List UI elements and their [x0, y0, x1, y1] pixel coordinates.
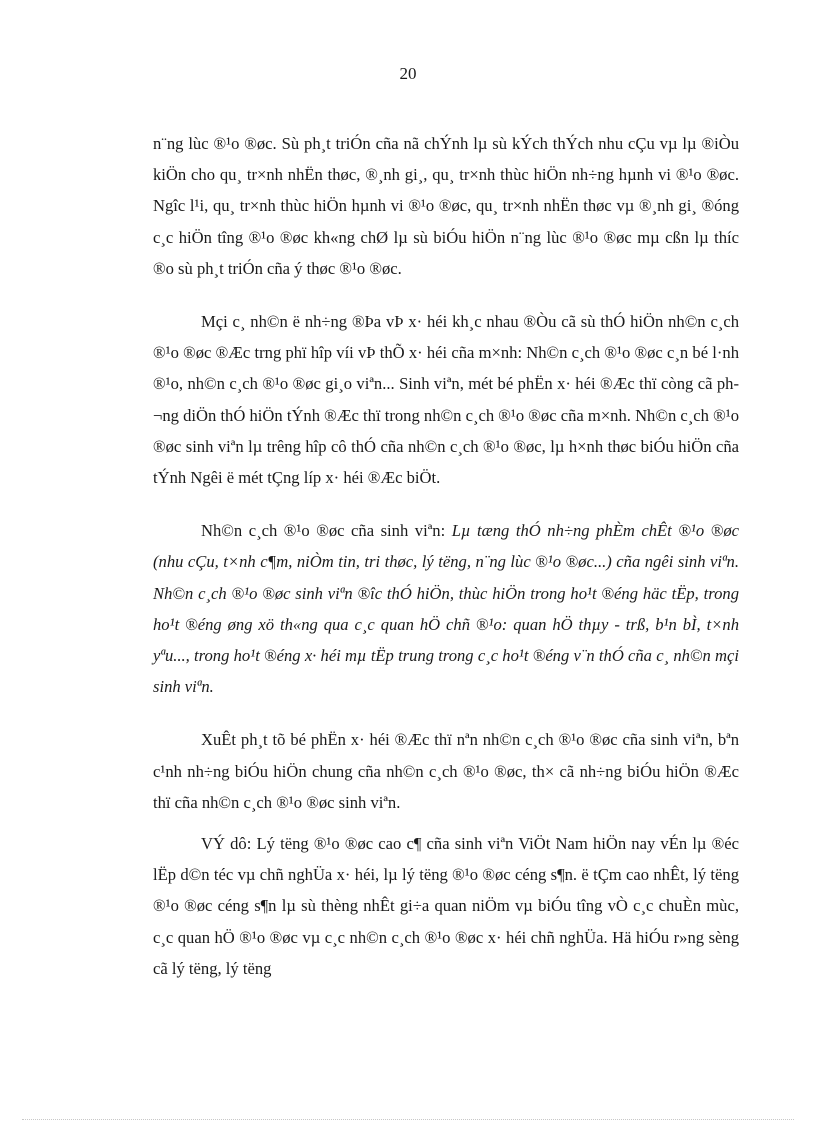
paragraph	[153, 828, 739, 984]
paragraph-text: XuÊt ph¸t tõ bé phËn x· héi ®Æc thï nªn nh©n c¸ch ®¹o ®øc cña sinh viªn, bªn c¹nh nh÷ng biÓu hiÖn chung cña nh©n c¸ch ®¹o ®øc, th× cã nh÷ng biÓu hiÖn ®Æc thï cña nh©n c¸ch ®¹o ®øc sinh viªn.	[153, 730, 739, 812]
page-bottom-rule	[22, 1119, 794, 1120]
paragraph	[153, 724, 739, 818]
paragraph-text: VÝ dô: Lý tëng ®¹o ®øc cao c¶ cña sinh viªn ViÖt Nam hiÖn nay vÉn lµ ®éc lËp d©n téc vµ chñ nghÜa x· héi, lµ lý tëng ®¹o ®øc céng s¶n. ë tÇm cao nhÊt, lý tëng ®¹o ®øc céng s¶n lµ sù thèng nhÊt gi÷a quan niÖm vµ biÓu tîng vÒ c¸c chuÈn mùc, c¸c quan hÖ ®¹o ®øc vµ c¸c nh©n c¸ch ®¹o ®øc x· héi chñ nghÜa. Hä hiÓu r»ng sèng cã lý tëng, lý tëng	[153, 834, 739, 978]
paragraph-text: n¨ng lùc ®¹o ®øc. Sù ph¸t triÓn cña nã chÝnh lµ sù kÝch thÝch nhu cÇu vµ lµ ®iÒu kiÖn cho qu¸ tr×nh nhËn thøc, ®¸nh gi¸, qu¸ tr×nh thùc hiÖn nh÷ng hµnh vi ®¹o ®øc. Ngîc l¹i, qu¸ tr×nh thùc hiÖn hµnh vi ®¹o ®øc, qu¸ tr×nh nhËn thøc vµ ®¸nh gi¸ ®óng c¸c hiÖn tîng ®¹o ®øc kh«ng chØ lµ sù biÓu hiÖn n¨ng lùc ®¹o ®øc mµ cßn lµ thíc ®o sù ph¸t triÓn cña ý thøc ®¹o ®øc.	[153, 134, 739, 278]
definition-text: Lµ tæng thÓ nh÷ng phÈm chÊt ®¹o ®øc (nhu cÇu, t×nh c¶m, niÒm tin, tri thøc, lý tëng, n¨ng lùc ®¹o ®øc...) cña ngêi sinh viªn. Nh©n c¸ch ®¹o ®øc sinh viªn ®îc thÓ hiÖn, thùc hiÖn trong ho¹t ®éng häc tËp, trong ho¹t ®éng øng xö th«ng qua c¸c quan hÖ chñ ®¹o: quan hÖ thµy - trß, b¹n bÌ, t×nh yªu..., trong ho¹t ®éng x· héi mµ tËp trung trong c¸c ho¹t ®éng v¨n thÓ cña c¸ nh©n mçi sinh viªn.	[153, 521, 740, 697]
paragraph	[153, 306, 739, 493]
paragraph-text: Mçi c¸ nh©n ë nh÷ng ®Þa vÞ x· héi kh¸c nhau ®Òu cã sù thÓ hiÖn nh©n c¸ch ®¹o ®øc ®Æc trng phï hîp víi vÞ thÕ x· héi cña m×nh: Nh©n c¸ch ®¹o ®øc c¸n bé l·nh ®¹o, nh©n c¸ch ®¹o ®øc gi¸o viªn... Sinh viªn, mét bé phËn x· héi ®Æc thï còng cã ph¬ng diÖn thÓ hiÖn tÝnh ®Æc thï trong nh©n c¸ch ®¹o ®øc cña m×nh. Nh©n c¸ch ®¹o ®øc sinh viªn lµ trêng hîp cô thÓ cña nh©n c¸ch ®¹o ®øc, lµ h×nh thøc biÓu hiÖn cña tÝnh Ngêi ë mét tÇng líp x· héi ®Æc biÖt.	[153, 312, 739, 488]
definition-paragraph	[153, 515, 739, 702]
body-text	[153, 128, 739, 1006]
paragraph	[153, 128, 739, 284]
page-number: 20	[399, 64, 417, 83]
definition-term: Nh©n c¸ch ®¹o ®øc cña sinh viªn:	[201, 521, 446, 541]
